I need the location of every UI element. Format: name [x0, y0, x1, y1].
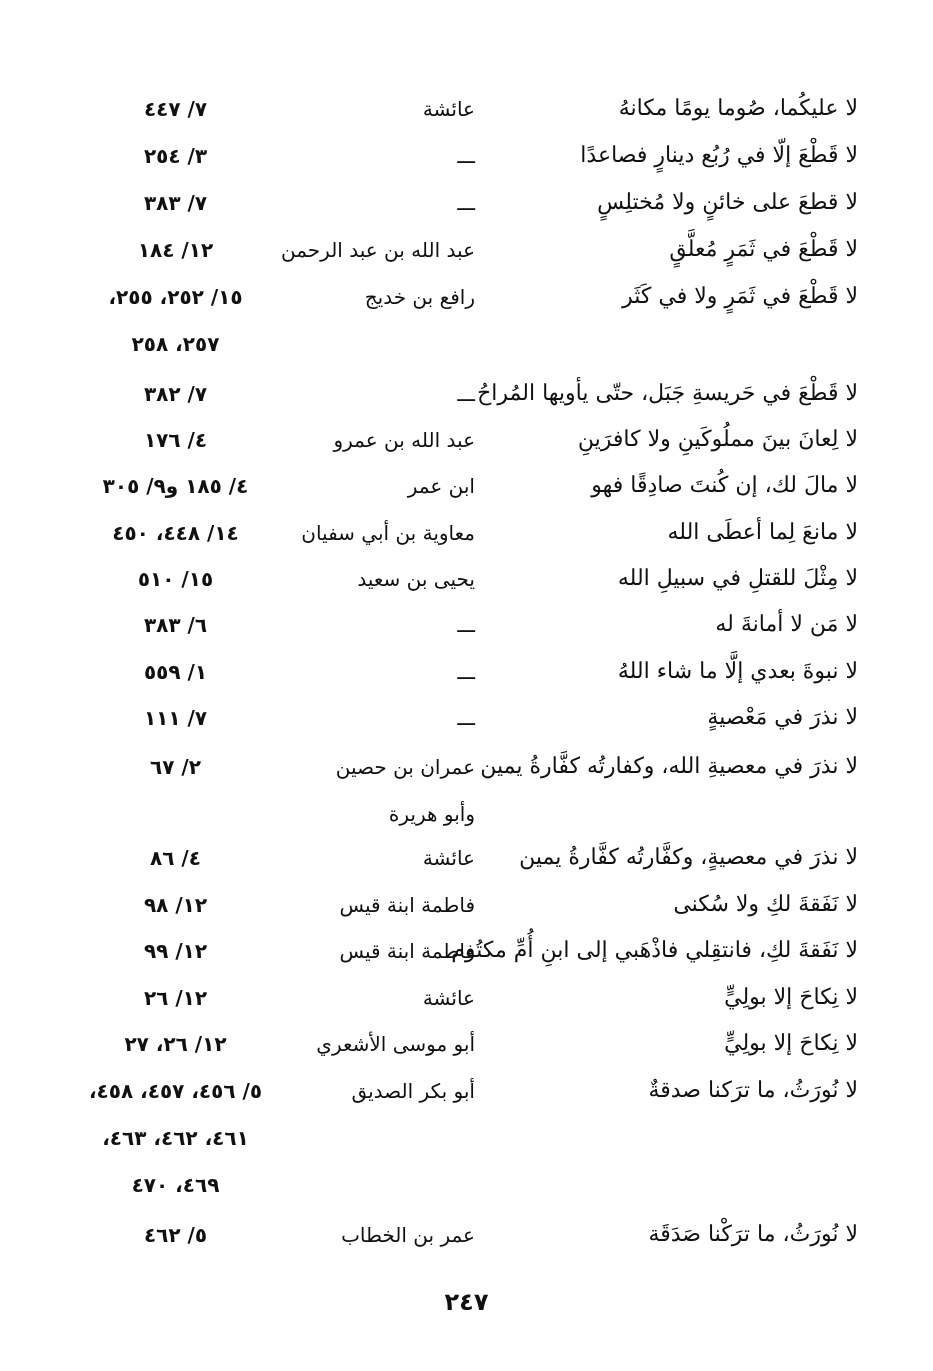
table-row	[0, 227, 933, 273]
table-row	[0, 695, 933, 741]
hadith-text: لا نُورَثُ، ما ترَكْنا صَدَقَة	[648, 1222, 858, 1247]
hadith-text: لا نذرَ في مَعْصيةٍ	[707, 705, 858, 730]
reference: ١٢/ ٢٦	[143, 986, 208, 1010]
hadith-text: لا نِكاحَ إلا بولِيٍّ	[724, 1031, 858, 1056]
table-row	[0, 928, 933, 974]
hadith-text: لا نَفَقةَ لكِ ولا سُكنى	[673, 892, 858, 917]
table-row-continuation	[0, 321, 933, 367]
narrator: يحيى بن سعيد	[357, 567, 475, 591]
table-row	[0, 274, 933, 320]
table-row	[0, 556, 933, 602]
table-row	[0, 86, 933, 132]
narrator: وأبو هريرة	[388, 802, 475, 826]
reference: ٧/ ٣٨٣	[143, 191, 208, 215]
narrator: أبو موسى الأشعري	[316, 1032, 475, 1056]
reference: ٣/ ٢٥٤	[143, 144, 208, 168]
table-row	[0, 463, 933, 509]
narrator: عمران بن حصين	[335, 755, 475, 779]
table-row	[0, 649, 933, 695]
table-row	[0, 975, 933, 1021]
narrator: عائشة	[422, 986, 475, 1010]
table-row	[0, 417, 933, 463]
narrator: عبد الله بن عبد الرحمن	[281, 238, 475, 262]
narrator: رافع بن خديج	[364, 285, 475, 309]
reference: ٦/ ٣٨٣	[143, 613, 208, 637]
hadith-text: لا مِثْلَ للقتلِ في سبيلِ الله	[617, 566, 858, 591]
hadith-text: لا قَطْعَ في ثَمَرٍ ولا في كَثَر	[622, 284, 858, 309]
table-row	[0, 602, 933, 648]
reference: ٧/ ١١١	[143, 706, 208, 730]
reference: ٢/ ٦٧	[150, 755, 201, 779]
table-row	[0, 371, 933, 417]
narrator: ـــ	[457, 191, 475, 215]
hadith-text: لا قَطْعَ إلّا في رُبُع دينارٍ فصاعدًا	[580, 143, 858, 168]
reference	[88, 791, 263, 837]
hadith-text: لا لِعانَ بينَ مملُوكَينِ ولا كافرَينِ	[577, 427, 858, 452]
hadith-text: لا قَطْعَ في حَريسةِ جَبَل، حتّى يأويها المُراحُ	[477, 381, 858, 406]
reference: ٧/ ٤٤٧	[143, 97, 208, 121]
reference: ٤/ ٨٦	[150, 846, 201, 870]
narrator: فاطمة ابنة قيس	[339, 893, 475, 917]
table-row	[0, 133, 933, 179]
reference: ١٥/ ٥١٠	[137, 567, 214, 591]
narrator: عائشة	[422, 97, 475, 121]
reference: ١٢/ ١٨٤	[137, 238, 214, 262]
hadith-text: لا نُورَثُ، ما ترَكنا صدقةٌ	[648, 1078, 858, 1103]
narrator: ـــ	[457, 144, 475, 168]
narrator: ـــ	[457, 660, 475, 684]
hadith-text: لا مَن لا أمانةَ له	[715, 612, 858, 637]
table-row	[0, 1212, 933, 1258]
reference: ٥/ ٤٥٦، ٤٥٧، ٤٥٨،	[88, 1079, 263, 1103]
table-row	[0, 882, 933, 928]
table-row	[0, 180, 933, 226]
reference: ١٢/ ٩٩	[143, 939, 208, 963]
reference: ٤/ ١٧٦	[143, 428, 208, 452]
reference: ٧/ ٣٨٢	[143, 382, 208, 406]
reference: ٢٥٧، ٢٥٨	[131, 332, 220, 356]
hadith-text: لا قَطْعَ في ثَمَرٍ مُعلَّقٍ	[669, 237, 858, 262]
table-row-continuation	[0, 791, 933, 837]
hadith-text: لا نبوةَ بعدي إلَّا ما شاء اللهُ	[617, 659, 858, 684]
narrator: أبو بكر الصديق	[351, 1079, 475, 1103]
table-row-continuation	[0, 1162, 933, 1208]
narrator: عائشة	[422, 846, 475, 870]
table-row	[0, 1021, 933, 1067]
hadith-text: لا عليكُما، صُوما يومًا مكانهُ	[618, 96, 858, 121]
reference: ٤/ ١٨٥ و٩/ ٣٠٥	[102, 474, 249, 498]
narrator: معاوية بن أبي سفيان	[301, 521, 475, 545]
hadith-text: لا مانعَ لِما أعطَى الله	[667, 520, 858, 545]
reference: ١/ ٥٥٩	[143, 660, 208, 684]
hadith-text: لا نذرَ في معصيةِ الله، وكفارتُه كفَّارةُ يمين	[480, 754, 858, 779]
narrator: ابن عمر	[407, 474, 475, 498]
reference: ١٤/ ٤٤٨، ٤٥٠	[112, 521, 239, 545]
narrator: عبد الله بن عمرو	[333, 428, 475, 452]
hadith-text: لا نِكاحَ إلا بولِيٍّ	[724, 985, 858, 1010]
hadith-text: لا قطعَ على خائنٍ ولا مُختلِسٍ	[597, 190, 858, 215]
reference: ١٢/ ٢٦، ٢٧	[124, 1032, 227, 1056]
table-row-continuation	[0, 1115, 933, 1161]
hadith-text: لا نَفَقةَ لكِ، فانتقِلي فاذْهَبي إلى ابنِ أُمِّ مكتُوم	[451, 938, 858, 963]
page-number: ٢٤٧	[444, 1288, 489, 1316]
narrator: ـــ	[457, 613, 475, 637]
narrator: ـــ	[457, 382, 475, 406]
table-row	[0, 835, 933, 881]
narrator: عمر بن الخطاب	[341, 1223, 475, 1247]
reference: ٥/ ٤٦٢	[143, 1223, 208, 1247]
narrator: فاطمة ابنة قيس	[339, 939, 475, 963]
table-row	[0, 510, 933, 556]
reference: ١٢/ ٩٨	[143, 893, 208, 917]
narrator: ـــ	[457, 706, 475, 730]
reference: ٤٦٩، ٤٧٠	[131, 1173, 220, 1197]
reference: ١٥/ ٢٥٢، ٢٥٥،	[108, 285, 243, 309]
reference: ٤٦١، ٤٦٢، ٤٦٣،	[102, 1126, 249, 1150]
hadith-text: لا مالَ لك، إن كُنتَ صادِقًا فهو	[591, 473, 858, 498]
table-row	[0, 1068, 933, 1114]
table-row	[0, 744, 933, 790]
hadith-text: لا نذرَ في معصيةٍ، وكفَّارتُه كفَّارةُ يمين	[519, 845, 858, 870]
